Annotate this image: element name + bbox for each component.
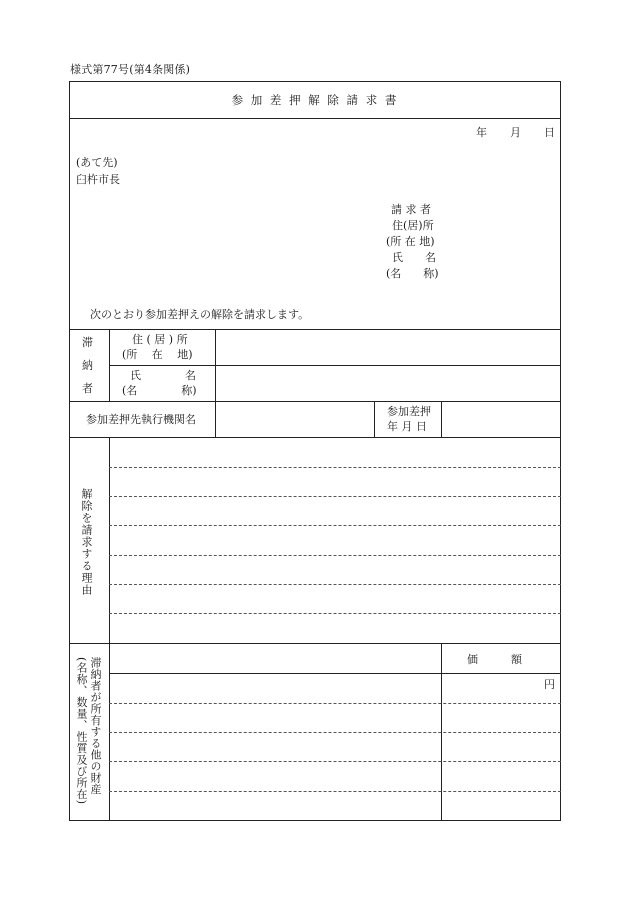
seizure-date-field[interactable] xyxy=(442,402,560,436)
divider xyxy=(69,118,561,119)
reason-field[interactable] xyxy=(110,438,560,642)
delinquent-name-label: 氏 名 xyxy=(130,369,196,382)
delinquent-label-char: 納 xyxy=(82,359,93,372)
divider xyxy=(374,401,375,437)
executing-agency-field[interactable] xyxy=(216,402,373,436)
request-statement: 次のとおり参加差押えの解除を請求します。 xyxy=(90,308,310,321)
executing-agency-label: 参加差押先執行機関名 xyxy=(86,413,196,426)
property-label: 滞納者が所有する他の財産 (名称、数量、性質及び所在) xyxy=(75,657,102,805)
requester-title-label: (名 称) xyxy=(386,267,439,280)
reason-label: 解除を請求する理由 xyxy=(80,488,93,596)
form-number: 様式第77号(第4条関係) xyxy=(70,63,191,76)
requester-name-label: 氏 名 xyxy=(392,251,436,264)
property-field[interactable] xyxy=(110,644,440,820)
delinquent-label-char: 滞 xyxy=(82,336,93,349)
date-month-label: 月 xyxy=(510,126,521,139)
delinquent-label-char: 者 xyxy=(82,382,93,395)
delinquent-address-field[interactable] xyxy=(216,330,560,364)
value-header: 価 額 xyxy=(467,653,522,666)
seizure-date-label: 年 月 日 xyxy=(387,420,427,433)
delinquent-address-label: 住 ( 居 ) 所 xyxy=(132,333,188,346)
delinquent-location-label: (所 在 地) xyxy=(122,348,193,361)
addressee-label: (あて先) xyxy=(76,156,118,169)
addressee-name: 臼杵市長 xyxy=(76,173,120,186)
form-title: 参 加 差 押 解 除 請 求 書 xyxy=(231,93,399,107)
requester-location-label: (所 在 地) xyxy=(386,235,435,248)
seizure-date-label: 参加差押 xyxy=(387,405,431,418)
requester-label: 請 求 者 xyxy=(391,203,431,216)
delinquent-name-field[interactable] xyxy=(216,366,560,400)
date-year-label: 年 xyxy=(476,126,487,139)
date-day-label: 日 xyxy=(544,126,555,139)
requester-address-label: 住(居)所 xyxy=(392,219,434,232)
delinquent-title-label: (名 称) xyxy=(122,384,197,397)
property-value-field[interactable] xyxy=(442,674,560,820)
currency-unit: 円 xyxy=(544,678,555,691)
